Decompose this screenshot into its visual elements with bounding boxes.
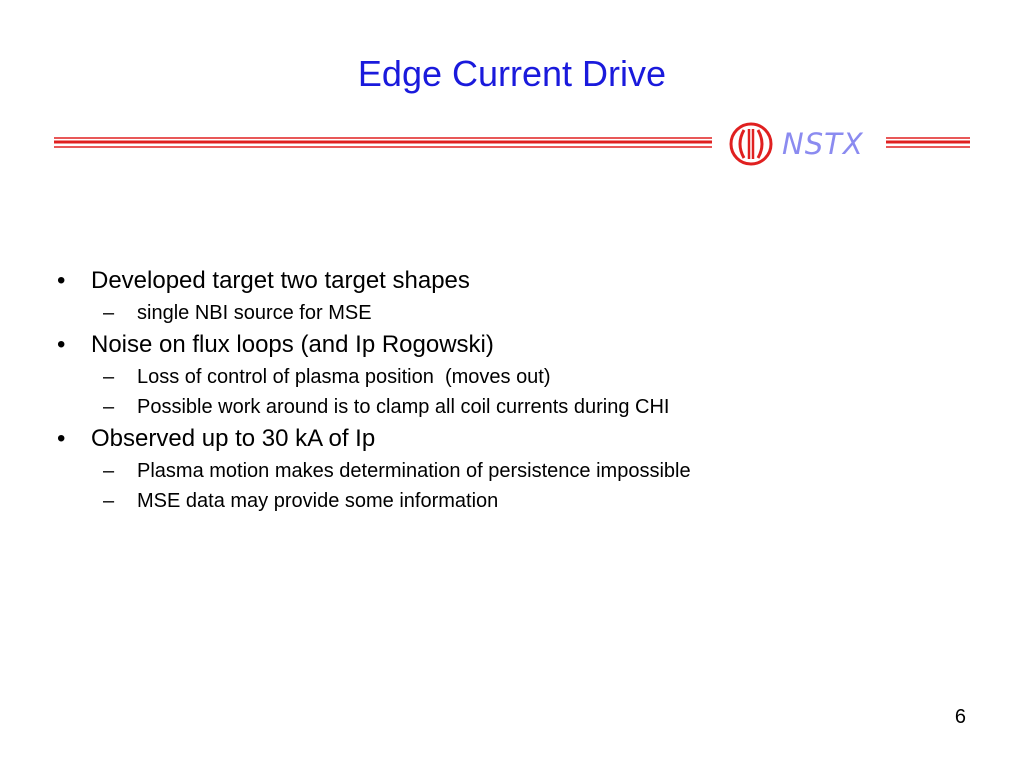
sub-bullet-text: Plasma motion makes determination of persistence impossible xyxy=(137,460,691,482)
sub-bullet-item xyxy=(0,298,1024,328)
sub-bullet-item xyxy=(0,486,1024,516)
bullet-text: Developed target two target shapes xyxy=(91,267,470,294)
logo-text: NSTX xyxy=(782,127,864,161)
bullet-text: Noise on flux loops (and Ip Rogowski) xyxy=(91,331,494,358)
bullet-item xyxy=(0,422,1024,456)
bullet-item xyxy=(0,328,1024,362)
bullet-text: Observed up to 30 kA of Ip xyxy=(91,425,376,452)
dash-marker: – xyxy=(103,396,115,418)
bullet-marker: • xyxy=(57,267,66,294)
slide-title: Edge Current Drive xyxy=(357,53,667,94)
dash-marker: – xyxy=(103,366,115,388)
sub-bullet-text: Loss of control of plasma position (moves out) xyxy=(137,366,551,388)
sub-bullet-item xyxy=(0,456,1024,486)
nstx-logo-icon xyxy=(731,124,771,164)
header-rule xyxy=(0,120,1024,170)
bullet-list xyxy=(0,264,1024,516)
sub-bullet-text: MSE data may provide some information xyxy=(137,490,499,512)
sub-bullet-item xyxy=(0,392,1024,422)
sub-bullet-text: single NBI source for MSE xyxy=(137,302,372,324)
sub-bullet-item xyxy=(0,362,1024,392)
bullet-marker: • xyxy=(57,331,66,358)
dash-marker: – xyxy=(103,460,115,482)
page-number: 6 xyxy=(954,706,966,728)
left-rule-lines xyxy=(54,138,712,147)
bullet-item xyxy=(0,264,1024,298)
bullet-marker: • xyxy=(57,425,66,452)
sub-bullet-text: Possible work around is to clamp all coil currents during CHI xyxy=(137,396,670,418)
right-rule-lines xyxy=(886,138,970,147)
dash-marker: – xyxy=(103,302,115,324)
dash-marker: – xyxy=(103,490,115,512)
